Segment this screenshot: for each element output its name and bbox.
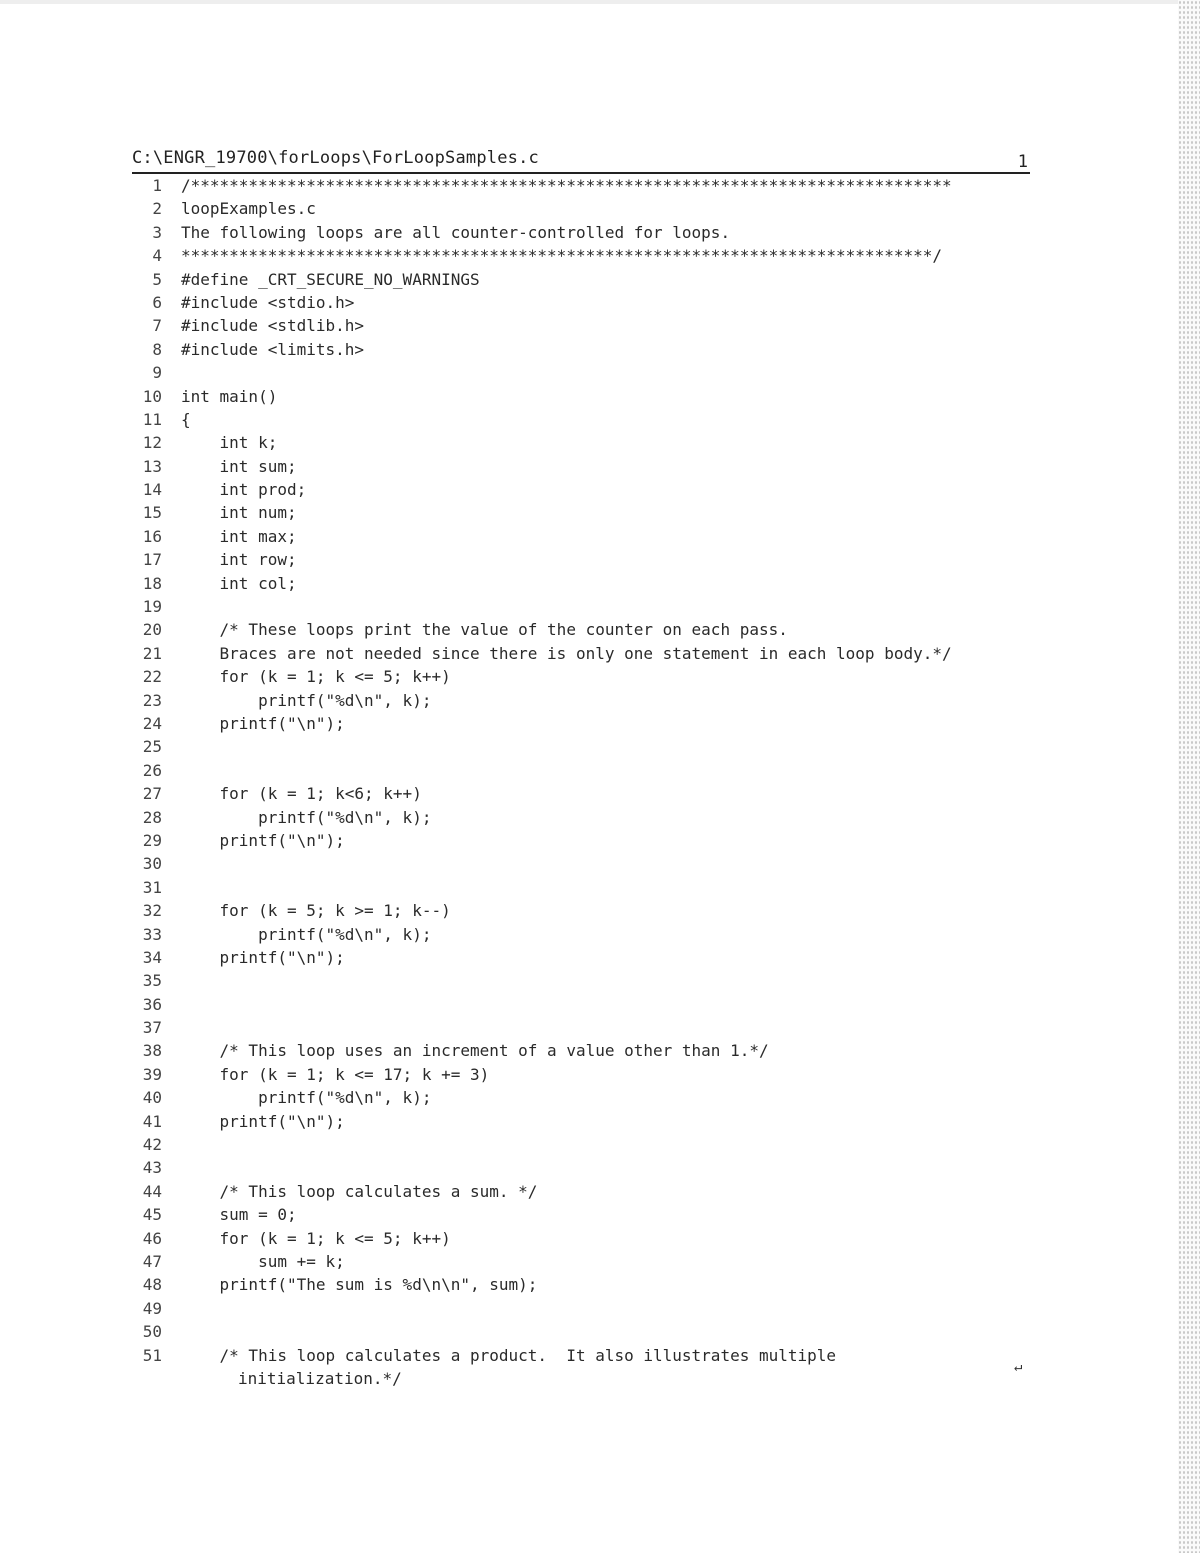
line-number: 43	[142, 1158, 162, 1178]
line-text: printf("%d\n", k);	[181, 924, 432, 944]
code-line	[138, 782, 1018, 805]
line-text: sum = 0;	[181, 1205, 297, 1225]
code-line	[138, 174, 1018, 197]
line-text: for (k = 1; k <= 5; k++)	[181, 667, 451, 687]
line-number: 19	[142, 597, 162, 617]
line-number: 40	[142, 1088, 162, 1108]
code-line	[138, 759, 1018, 782]
line-number: 23	[142, 690, 162, 710]
line-text: for (k = 5; k >= 1; k--)	[181, 901, 451, 921]
line-number: 45	[142, 1205, 162, 1225]
code-line	[138, 361, 1018, 384]
file-header	[132, 146, 1030, 174]
line-number: 9	[152, 363, 162, 383]
line-text: {	[181, 409, 191, 429]
line-number: 38	[142, 1041, 162, 1061]
line-number: 7	[152, 316, 162, 336]
line-number: 10	[142, 386, 162, 406]
code-line	[138, 478, 1018, 501]
code-line	[138, 197, 1018, 220]
page-number: 1	[1017, 152, 1028, 172]
code-line	[138, 1016, 1018, 1039]
code-line	[138, 1297, 1018, 1320]
line-number: 37	[142, 1018, 162, 1038]
code-listing	[138, 174, 1018, 1390]
code-line-continuation	[138, 1367, 1018, 1390]
line-number: 49	[142, 1298, 162, 1318]
code-line	[138, 993, 1018, 1016]
line-number: 16	[142, 526, 162, 546]
scan-right-edge	[1178, 0, 1200, 1553]
code-line	[138, 1063, 1018, 1086]
code-line	[138, 291, 1018, 314]
line-text: #include <stdio.h>	[181, 292, 355, 312]
line-number: 39	[142, 1064, 162, 1084]
line-text: printf("%d\n", k);	[181, 690, 432, 710]
line-text: int sum;	[181, 456, 297, 476]
line-text: #define _CRT_SECURE_NO_WARNINGS	[181, 269, 480, 289]
line-number: 5	[152, 269, 162, 289]
line-number: 33	[142, 924, 162, 944]
code-line	[138, 525, 1018, 548]
code-line	[138, 408, 1018, 431]
code-line	[138, 1110, 1018, 1133]
line-number: 30	[142, 854, 162, 874]
line-number: 41	[142, 1111, 162, 1131]
line-text: printf("\n");	[181, 713, 345, 733]
line-number: 1	[152, 176, 162, 195]
line-text: #include <stdlib.h>	[181, 316, 365, 336]
line-text: printf("The sum is %d\n\n", sum);	[181, 1275, 538, 1295]
code-line	[138, 618, 1018, 641]
code-line	[138, 689, 1018, 712]
code-line	[138, 268, 1018, 291]
line-text: printf("\n");	[181, 1111, 345, 1131]
line-text: int num;	[181, 503, 297, 523]
code-line	[138, 1273, 1018, 1296]
code-line	[138, 923, 1018, 946]
code-line	[138, 431, 1018, 454]
code-line	[138, 1039, 1018, 1062]
line-number: 2	[152, 199, 162, 219]
code-line	[138, 548, 1018, 571]
line-text: int main()	[181, 386, 278, 406]
code-line	[138, 642, 1018, 665]
code-line	[138, 1180, 1018, 1203]
line-text: printf("%d\n", k);	[181, 1088, 432, 1108]
line-text: int prod;	[181, 480, 307, 500]
line-text: for (k = 1; k <= 5; k++)	[181, 1228, 451, 1248]
line-number: 46	[142, 1228, 162, 1248]
code-line	[138, 969, 1018, 992]
line-number: 51	[142, 1345, 162, 1365]
line-number: 14	[142, 480, 162, 500]
line-text: printf("\n");	[181, 830, 345, 850]
line-text: The following loops are all counter-controlled for loops.	[181, 222, 731, 242]
file-path: C:\ENGR_19700\forLoops\ForLoopSamples.c	[132, 148, 539, 168]
line-number: 31	[142, 877, 162, 897]
code-line	[138, 899, 1018, 922]
code-line	[138, 221, 1018, 244]
line-number: 15	[142, 503, 162, 523]
line-number: 21	[142, 643, 162, 663]
code-line	[138, 829, 1018, 852]
line-number: 32	[142, 901, 162, 921]
line-text: for (k = 1; k<6; k++)	[181, 784, 422, 804]
line-number: 36	[142, 994, 162, 1014]
code-line	[138, 1227, 1018, 1250]
line-text: initialization.*/	[238, 1368, 402, 1388]
code-line	[138, 501, 1018, 524]
code-line	[138, 385, 1018, 408]
code-line	[138, 876, 1018, 899]
line-text: for (k = 1; k <= 17; k += 3)	[181, 1064, 490, 1084]
line-number: 12	[142, 433, 162, 453]
code-line	[138, 595, 1018, 618]
line-text: /* This loop calculates a sum. */	[181, 1181, 538, 1201]
line-text: Braces are not needed since there is only one statement in each loop body.*/	[181, 643, 952, 663]
line-number: 22	[142, 667, 162, 687]
code-line	[138, 1133, 1018, 1156]
code-line	[138, 338, 1018, 361]
line-text: ******************************************************************************/	[181, 246, 942, 266]
line-number: 47	[142, 1251, 162, 1271]
line-text: /* This loop uses an increment of a value other than 1.*/	[181, 1041, 769, 1061]
code-line	[138, 244, 1018, 267]
line-number: 29	[142, 830, 162, 850]
line-text: sum += k;	[181, 1251, 345, 1271]
line-text: #include <limits.h>	[181, 339, 365, 359]
code-line	[138, 735, 1018, 758]
line-number: 25	[142, 737, 162, 757]
line-number: 20	[142, 620, 162, 640]
code-line	[138, 572, 1018, 595]
line-text: int col;	[181, 573, 297, 593]
line-number: 42	[142, 1135, 162, 1155]
line-number: 18	[142, 573, 162, 593]
code-line	[138, 1086, 1018, 1109]
line-number: 4	[152, 246, 162, 266]
line-number: 50	[142, 1322, 162, 1342]
line-number: 34	[142, 947, 162, 967]
line-text: loopExamples.c	[181, 199, 316, 219]
code-line	[138, 665, 1018, 688]
code-line	[138, 712, 1018, 735]
line-number: 13	[142, 456, 162, 476]
line-text: /* This loop calculates a product. It also illustrates multiple	[181, 1345, 837, 1365]
line-number: 6	[152, 292, 162, 312]
line-text: int max;	[181, 526, 297, 546]
scan-top-edge	[0, 0, 1200, 4]
code-line	[138, 1203, 1018, 1226]
line-number: 44	[142, 1181, 162, 1201]
line-wrap-icon: ↵	[1014, 1359, 1023, 1375]
line-number: 11	[142, 409, 162, 429]
line-text: /* These loops print the value of the counter on each pass.	[181, 620, 788, 640]
line-number: 28	[142, 807, 162, 827]
code-line	[138, 946, 1018, 969]
code-line	[138, 1320, 1018, 1343]
code-line	[138, 314, 1018, 337]
code-line	[138, 1344, 1018, 1367]
line-text: int row;	[181, 550, 297, 570]
line-number: 24	[142, 713, 162, 733]
code-line	[138, 1250, 1018, 1273]
line-number: 27	[142, 784, 162, 804]
line-number: 48	[142, 1275, 162, 1295]
line-text: int k;	[181, 433, 278, 453]
line-number: 26	[142, 760, 162, 780]
code-line	[138, 852, 1018, 875]
line-text: printf("%d\n", k);	[181, 807, 432, 827]
code-line	[138, 1156, 1018, 1179]
code-line	[138, 455, 1018, 478]
line-text: /*******************************************************************************	[181, 176, 952, 195]
line-number: 35	[142, 971, 162, 991]
line-number: 8	[152, 339, 162, 359]
code-line	[138, 806, 1018, 829]
line-number: 3	[152, 222, 162, 242]
line-text: printf("\n");	[181, 947, 345, 967]
line-number: 17	[142, 550, 162, 570]
